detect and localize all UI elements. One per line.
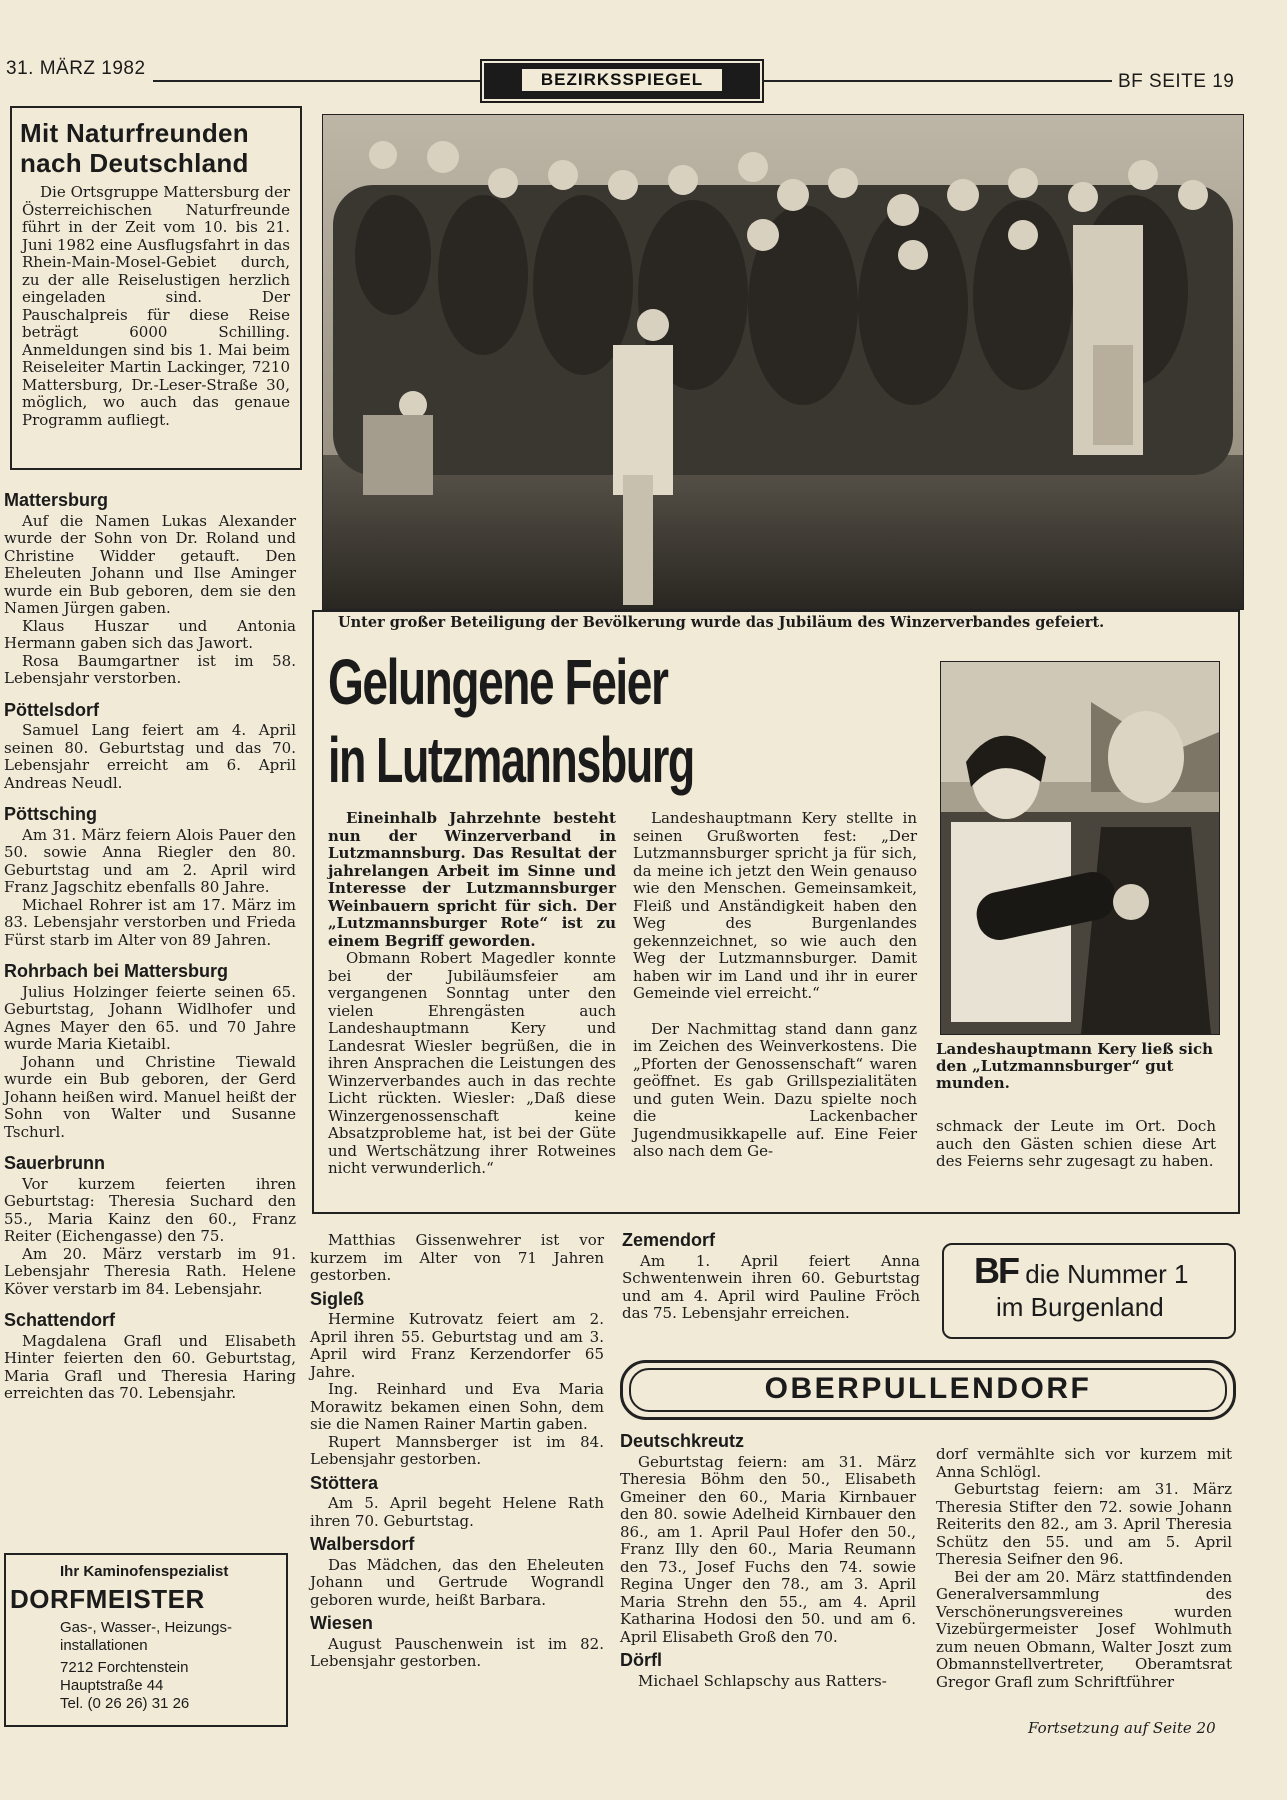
heading-mattersburg: Mattersburg (4, 490, 109, 510)
ad-line4: Hauptstraße 44 (60, 1677, 164, 1694)
continued-note: Fortsetzung auf Seite 20 (1028, 1719, 1216, 1737)
mattersburg-p2: Klaus Huszar und Antonia Hermann gaben sich das Jawort. (4, 616, 296, 652)
oberpullendorf-right-p1: dorf vermählte sich vor kurzem mit Anna Schlögl. (936, 1445, 1232, 1481)
middle-intro: Matthias Gissenwehrer ist vor kurzem im Alter von 71 Jahren gestorben. (310, 1231, 604, 1284)
feature-col3-text: schmack der Leute im Ort. Doch auch den Gästen schien diese Art des Feierns sehr zugesagt zu haben. (936, 1117, 1216, 1170)
stoettera-p1: Am 5. April begeht Helene Rath ihren 70. Geburtstag. (310, 1494, 604, 1530)
poettsching-p1: Am 31. März feiern Alois Pauer den 50. sowie Anna Riegler den 80. Geburtstag und am 2. April wird Franz Jagschitz ebenfalls 80 Jahre. (4, 825, 296, 896)
feature-headline-1: Gelungene Feier (328, 646, 668, 718)
feature-col-3 (936, 1118, 1216, 1171)
feature-col2-p2: Der Nachmittag stand dann ganz im Zeichen des Weinverkostens. Die „Pforten der Genossenschaft“ waren geöffnet. Es gab Grillspezialitäten und guten Wein. Dazu spielte noch die Lackenbacher Jugendmusikkapelle auf. Eine Feier also nach dem Ge- (633, 1019, 917, 1160)
kery-photo-illustration (941, 662, 1219, 1034)
bf-line1: die Nummer 1 (1025, 1259, 1189, 1289)
poettelsdorf-p1: Samuel Lang feiert am 4. April seinen 80. Geburtstag und das 70. Lebensjahr erreicht am 6. April Andreas Neudl. (4, 721, 296, 792)
mattersburg-p1: Auf die Namen Lukas Alexander wurde der Sohn von Dr. Roland und Christine Widder getauft. Den Eheleuten Johann und Ilse Aminger wurde ein Bub geboren, dem sie den Namen Jürgen gaben. (4, 511, 296, 617)
feature-col1-p2: Obmann Robert Magedler konnte bei der Jubiläumsfeier am vergangenen Sonntag unter den vielen Ehrengästen auch Landeshauptmann Kery und Landesrat Wiesler begrüßen, die in ihren Ansprachen die Leistungen des Winzerverbandes auch in das rechte Licht rückten. Wiesler: „Daß diese Winzergenossenschaft keine Absatzprobleme hat, ist bei der Güte und Wertschätzung ihrer Rotweines nicht verwunderlich.“ (328, 949, 616, 1177)
walbersdorf-p1: Das Mädchen, das den Eheleuten Johann und Gertrude Wograndl geboren wurde, heißt Barbara. (310, 1555, 604, 1609)
zemendorf-p1: Am 1. April feiert Anna Schwentenwein ihren 60. Geburtstag und am 4. April wird Pauline Fröch das 75. Lebensjahr erreichen. (622, 1251, 920, 1322)
ad-tagline: Ihr Kaminofenspezialist (60, 1563, 229, 1580)
deutschkreutz-p1: Geburtstag feiern: am 31. März Theresia Böhm den 50., Elisabeth Gmeiner den 60., Maria Kirnbauer den 80. sowie Adelheid Kirnbauer den 86., am 1. April Paul Hofer den 50., Franz Illy den 60., Maria Reumann den 73., Josef Fuchs den 74. sowie Regina Unger den 78., am 3. April Maria Strehn den 55., am 4. April Katharina Hodosi den 50. und am 6. April Elisabeth Groß den 70. (620, 1452, 916, 1646)
heading-sigless: Sigleß (310, 1288, 365, 1309)
heading-wiesen: Wiesen (310, 1613, 373, 1633)
header-rule-left (153, 80, 483, 82)
ad-name: DORFMEISTER (10, 1584, 205, 1614)
bf-line2: im Burgenland (996, 1292, 1164, 1322)
section-label (484, 63, 760, 99)
bf-promo-box (942, 1243, 1236, 1339)
crowd-photo-illustration (323, 115, 1243, 609)
header-rule-right (762, 80, 1112, 82)
rohrbach-p1: Julius Holzinger feierte seinen 65. Geburtstag, Johann Widlhofer und Agnes Mayer den 65. und 70 Jahre wurde Maria Kietaibl. (4, 982, 296, 1053)
sauerbrunn-p2: Am 20. März verstarb im 91. Lebensjahr Theresia Rath. Helene Köver verstarb im 84. Lebensjahr. (4, 1244, 296, 1298)
ad-line1: Gas-, Wasser-, Heizungs- (60, 1619, 232, 1636)
feature-photo-caption: Landeshauptmann Kery ließ sich den „Lutzmannsburger“ gut munden. (936, 1040, 1214, 1092)
middle-column (310, 1232, 604, 1671)
oberpullendorf-banner (620, 1360, 1236, 1420)
heading-poettelsdorf: Pöttelsdorf (4, 699, 100, 720)
bf-logo: BF (974, 1250, 1018, 1291)
feature-col-1 (328, 810, 616, 1178)
main-photo-caption: Unter großer Beteiligung der Bevölkerung wurde das Jubiläum des Winzerverbandes gefeiert. (338, 614, 1105, 631)
wiesen-p1: August Pauschenwein ist im 82. Lebensjahr gestorben. (310, 1634, 604, 1670)
sigless-p1: Hermine Kutrovatz feiert am 2. April ihren 55. Geburtstag und am 3. April wird Franz Kerzendorfer 65 Jahre. (310, 1310, 604, 1381)
oberpullendorf-left-column (620, 1433, 916, 1690)
feature-photo (940, 661, 1220, 1035)
main-photo (322, 114, 1244, 610)
heading-deutschkreutz: Deutschkreutz (620, 1431, 745, 1451)
naturfreunde-text: Die Ortsgruppe Mattersburg der Österreichischen Naturfreunde führt in der Zeit vom 10. bis 21. Juni 1982 eine Ausflugsfahrt in das Rhein-Main-Mosel-Gebiet durch, zu der alle Reiselustigen herzlich eingeladen sind. Der Pauschalpreis für diese Reise beträgt 6000 Schilling. Anmeldungen sind bis 1. Mai beim Reiseleiter Martin Lackinger, 7210 Mattersburg, Dr.-Leser-Straße 30, möglich, wo auch das genaue Programm aufliegt. (22, 183, 290, 429)
rohrbach-p2: Johann und Christine Tiewald wurde ein Bub geboren, der Gerd Johann heißen wird. Manuel heißt der Sohn von Walter und Susanne Tschurl. (4, 1052, 296, 1141)
heading-stoettera: Stöttera (310, 1472, 379, 1493)
oberpullendorf-right-p3: Bei der am 20. März stattfindenden Generalversammlung des Verschönerungsvereines wurden Vizebürgermeister Josef Wohlmuth zum neuen Obmann, Walter Joszt zum Obmannstellvertreter, Oberamtsrat Gregor Grafl zum Schriftführer (936, 1567, 1232, 1691)
zemendorf-section (622, 1232, 920, 1323)
sigless-p3: Rupert Mannsberger ist im 84. Lebensjahr gestorben. (310, 1432, 604, 1468)
poettsching-p2: Michael Rohrer ist am 17. März im 83. Lebensjahr verstorben und Frieda Fürst starb im Alter von 89 Jahren. (4, 895, 296, 949)
feature-col2-p1: Landeshauptmann Kery stellte in seinen Grußworten fest: „Der Lutzmannsburger spricht ja für sich, da meine ich jetzt den Wein genauso wie den Menschen. Gemeinsamkeit, Fleiß und Anständigkeit haben den Weg des Burgenlandes gekennzeichnet, so wie auch den Weg der Lutzmannsburger. Damit haben wir im Land und ihr in eurer Gemeinde viel erreicht.“ (633, 809, 917, 1002)
ad-phone: Tel. (0 26 26) 31 26 (60, 1695, 190, 1712)
ad-dorfmeister (4, 1553, 288, 1727)
feature-lead: Eineinhalb Jahrzehnte besteht nun der Winzerverband in Lutzmannsburg. Das Resultat der jahrelangen Arbeit im Sinne und Interesse der Lutzmannsburger Weinbauern spricht für sich. Der „Lutzmannsburger Rote“ ist zu einem Begriff geworden. (328, 809, 616, 950)
ad-line3: 7212 Forchtenstein (60, 1659, 189, 1676)
feature-col-2 (633, 810, 917, 1161)
issue-date: 31. MÄRZ 1982 (6, 58, 146, 79)
feature-headline-2: in Lutzmannsburg (328, 724, 694, 796)
heading-rohrbach: Rohrbach bei Mattersburg (4, 961, 229, 981)
schattendorf-p1: Magdalena Grafl und Elisabeth Hinter feierten den 60. Geburtstag, Maria Grafl und Theresia Haring erreichten das 70. Lebensjahr. (4, 1331, 296, 1402)
heading-zemendorf: Zemendorf (622, 1230, 716, 1250)
oberpullendorf-right-p2: Geburtstag feiern: am 31. März Theresia Stifter den 72. sowie Johann Reiterits den 82., am 3. April Theresia Schütz den 55. und am 5. April Theresia Seifner den 96. (936, 1480, 1232, 1568)
mattersburg-p3: Rosa Baumgartner ist im 58. Lebensjahr verstorben. (4, 651, 296, 687)
naturfreunde-box (10, 106, 302, 470)
oberpullendorf-title: OBERPULLENDORF (764, 1372, 1092, 1405)
heading-sauerbrunn: Sauerbrunn (4, 1153, 106, 1173)
section-label-text: BEZIRKSSPIEGEL (522, 69, 722, 91)
oberpullendorf-right-column (936, 1446, 1232, 1691)
doerfl-p1: Michael Schlapschy aus Ratters- (638, 1671, 887, 1690)
sigless-p2: Ing. Reinhard und Eva Maria Morawitz bekamen einen Sohn, dem sie die Namen Rainer Martin gaben. (310, 1380, 604, 1433)
heading-doerfl: Dörfl (620, 1650, 662, 1670)
sauerbrunn-p1: Vor kurzem feierten ihren Geburtstag: Theresia Suchard den 55., Maria Kainz den 60., Franz Reiter (Eichengasse) den 75. (4, 1174, 296, 1245)
page-number: BF SEITE 19 (1118, 71, 1235, 92)
naturfreunde-title: Mit Naturfreunden nach Deutschland (20, 118, 249, 178)
heading-walbersdorf: Walbersdorf (310, 1534, 415, 1554)
heading-schattendorf: Schattendorf (4, 1310, 116, 1330)
ad-line2: installationen (60, 1637, 148, 1654)
heading-poettsching: Pöttsching (4, 804, 97, 824)
left-column (4, 492, 296, 1403)
